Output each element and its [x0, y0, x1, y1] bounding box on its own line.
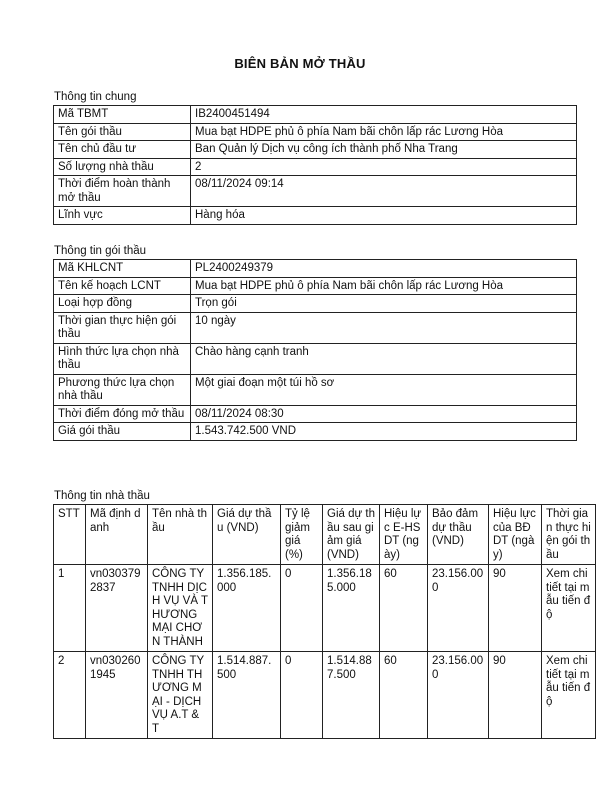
field-value: 2	[191, 158, 577, 176]
field-value: 08/11/2024 08:30	[191, 405, 577, 423]
field-value: Chào hàng cạnh tranh	[191, 343, 577, 374]
cell-name: CÔNG TY TNHH THƯƠNG MẠI - DỊCH VỤ A.T & T	[148, 652, 213, 739]
column-header: Giá dự thầu (VND)	[213, 505, 281, 565]
field-value: 08/11/2024 09:14	[191, 176, 577, 207]
table-row	[54, 405, 577, 423]
column-header: Mã định danh	[86, 505, 148, 565]
cell-guarantee-validity: 90	[489, 652, 542, 739]
column-header: Hiệu lực của BĐ DT (ngày)	[489, 505, 542, 565]
cell-stt: 2	[54, 652, 86, 739]
cell-name: CÔNG TY TNHH DỊCH VỤ VÀ THƯƠNG MẠI CHƠN THÀNH	[148, 565, 213, 652]
field-value: Mua bạt HDPE phủ ô phía Nam bãi chôn lấp rác Lương Hòa	[191, 123, 577, 141]
field-label: Hình thức lựa chọn nhà thầu	[54, 343, 191, 374]
table-header-row	[54, 505, 596, 565]
general-info-heading: Thông tin chung	[54, 91, 137, 103]
package-info-table	[53, 259, 577, 441]
cell-validity: 60	[380, 565, 428, 652]
field-label: Tên kế hoạch LCNT	[54, 277, 191, 295]
table-row	[54, 423, 577, 441]
table-row	[54, 652, 596, 739]
field-label: Tên gói thầu	[54, 123, 191, 141]
cell-discount: 0	[281, 565, 323, 652]
field-label: Thời gian thực hiện gói thầu	[54, 312, 191, 343]
cell-discount: 0	[281, 652, 323, 739]
field-label: Số lượng nhà thầu	[54, 158, 191, 176]
column-header: Tỷ lệ giảm giá (%)	[281, 505, 323, 565]
field-value: Hàng hóa	[191, 207, 577, 225]
field-label: Thời điểm hoàn thành mở thầu	[54, 176, 191, 207]
field-label: Thời điểm đóng mở thầu	[54, 405, 191, 423]
field-label: Mã TBMT	[54, 106, 191, 124]
column-header: STT	[54, 505, 86, 565]
table-row	[54, 176, 577, 207]
column-header: Bảo đảm dự thầu (VND)	[428, 505, 489, 565]
field-value: Một giai đoạn một túi hồ sơ	[191, 374, 577, 405]
table-row	[54, 158, 577, 176]
table-row	[54, 141, 577, 159]
field-value: Trọn gói	[191, 295, 577, 313]
column-header: Hiệu lực E-HSDT (ngày)	[380, 505, 428, 565]
field-value: IB2400451494	[191, 106, 577, 124]
cell-code: vn0302601945	[86, 652, 148, 739]
table-row	[54, 260, 577, 278]
field-value: Ban Quản lý Dịch vụ công ích thành phố Nha Trang	[191, 141, 577, 159]
table-row	[54, 106, 577, 124]
table-row	[54, 343, 577, 374]
cell-guarantee: 23.156.000	[428, 652, 489, 739]
cell-guarantee: 23.156.000	[428, 565, 489, 652]
cell-bid-price: 1.356.185.000	[213, 565, 281, 652]
table-row	[54, 123, 577, 141]
field-label: Tên chủ đầu tư	[54, 141, 191, 159]
general-info-table	[53, 105, 577, 225]
column-header: Giá dự thầu sau giảm giá (VND)	[323, 505, 380, 565]
cell-bid-price: 1.514.887.500	[213, 652, 281, 739]
field-label: Phương thức lựa chọn nhà thầu	[54, 374, 191, 405]
cell-price-after: 1.356.185.000	[323, 565, 380, 652]
field-value: PL2400249379	[191, 260, 577, 278]
field-label: Giá gói thầu	[54, 423, 191, 441]
table-row	[54, 207, 577, 225]
table-row	[54, 374, 577, 405]
table-row	[54, 277, 577, 295]
cell-code: vn0303792837	[86, 565, 148, 652]
field-label: Mã KHLCNT	[54, 260, 191, 278]
cell-duration: Xem chi tiết tại mẫu tiến độ	[542, 565, 596, 652]
cell-stt: 1	[54, 565, 86, 652]
bidder-info-heading: Thông tin nhà thầu	[54, 490, 150, 502]
cell-duration: Xem chi tiết tại mẫu tiến độ	[542, 652, 596, 739]
field-value: 10 ngày	[191, 312, 577, 343]
package-info-heading: Thông tin gói thầu	[54, 245, 147, 257]
column-header: Tên nhà thầu	[148, 505, 213, 565]
document-title: BIÊN BẢN MỞ THẦU	[234, 56, 366, 71]
table-row	[54, 312, 577, 343]
column-header: Thời gian thực hiện gói thầu	[542, 505, 596, 565]
bidder-table	[53, 504, 596, 739]
field-label: Lĩnh vực	[54, 207, 191, 225]
field-value: Mua bạt HDPE phủ ô phía Nam bãi chôn lấp rác Lương Hòa	[191, 277, 577, 295]
table-row	[54, 565, 596, 652]
field-value: 1.543.742.500 VND	[191, 423, 577, 441]
cell-guarantee-validity: 90	[489, 565, 542, 652]
field-label: Loại hợp đồng	[54, 295, 191, 313]
table-row	[54, 295, 577, 313]
cell-validity: 60	[380, 652, 428, 739]
cell-price-after: 1.514.887.500	[323, 652, 380, 739]
